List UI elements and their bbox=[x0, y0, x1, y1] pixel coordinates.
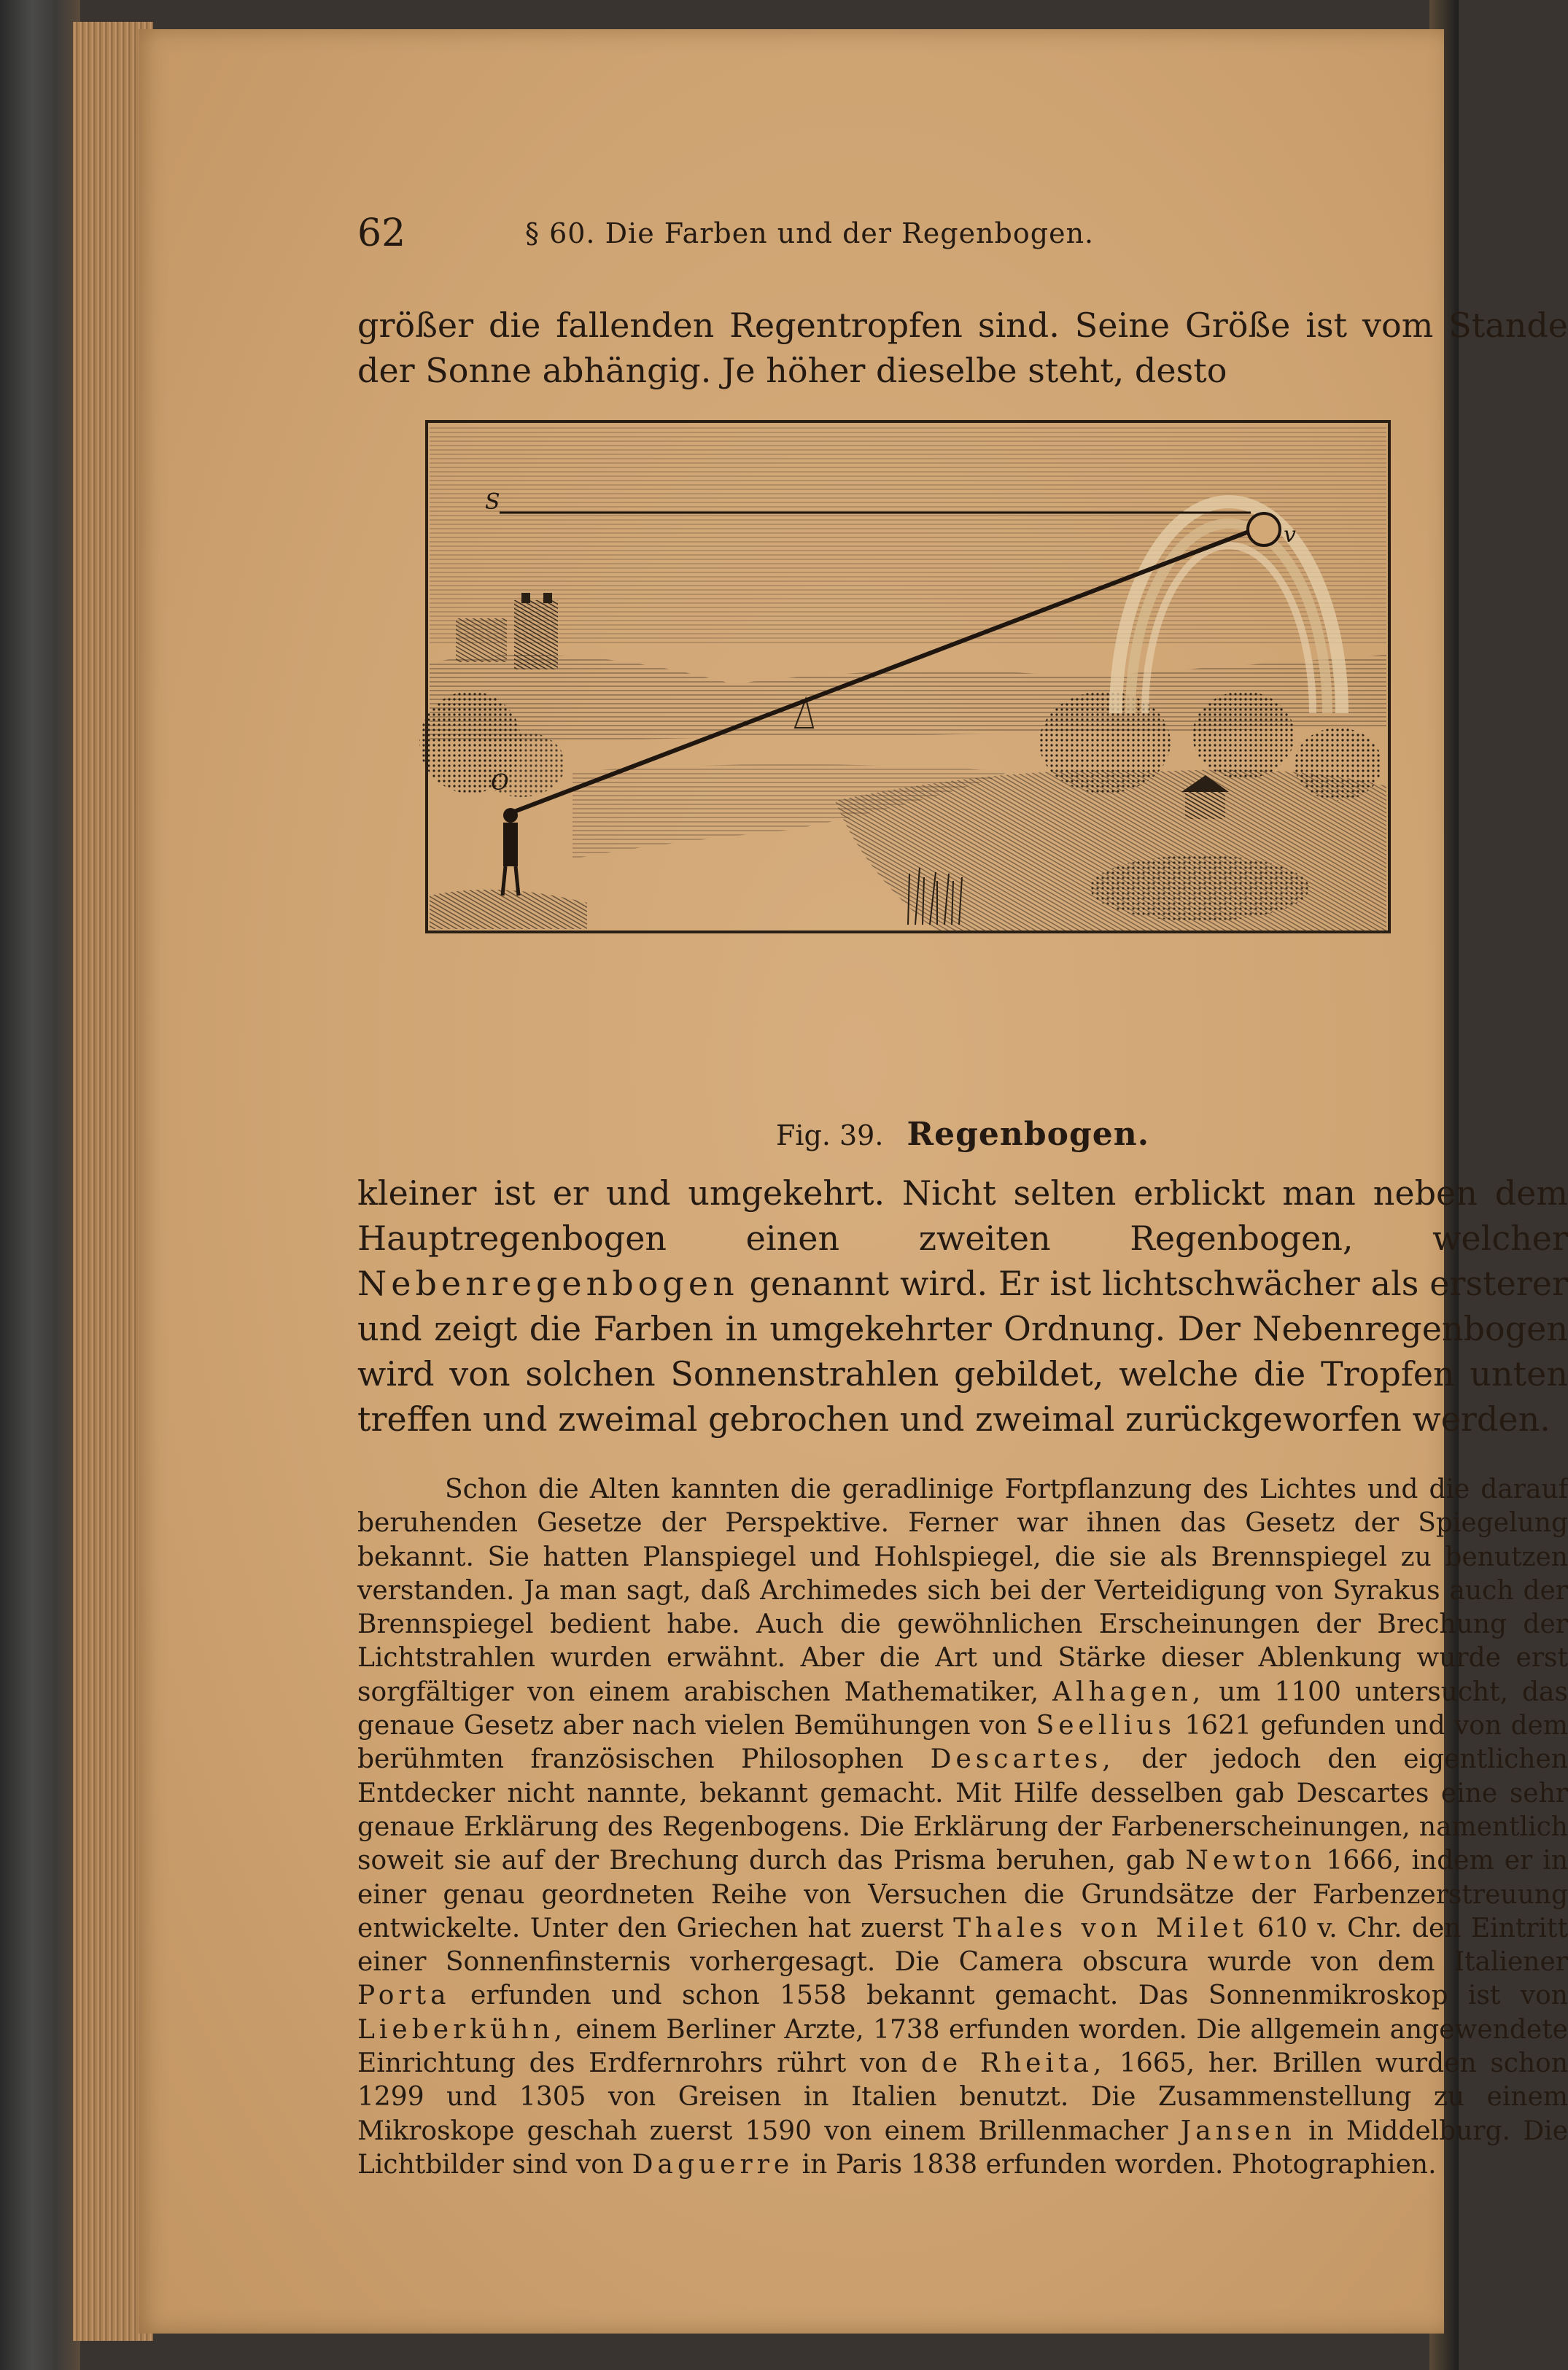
name-jansen: Jansen bbox=[1180, 2115, 1296, 2146]
name-alhagen: Alhagen, bbox=[1052, 1677, 1206, 1707]
history-s5: 1666, indem er in einer genau geordneten Reihe von Versuchen die Grundsätze der Farbenzerstreuung entwickelte. Unter den Griechen hat zuerst bbox=[357, 1846, 1568, 1943]
name-newton: Newton bbox=[1185, 1846, 1316, 1876]
label-v: v bbox=[1284, 522, 1296, 548]
caption-number: Fig. 39. bbox=[775, 1119, 884, 1151]
history-s2: um 1100 untersucht, das genaue Gesetz aber nach vielen Bemühungen von bbox=[357, 1677, 1568, 1741]
rainbow-figure bbox=[357, 421, 1568, 1122]
history-paragraph bbox=[357, 1473, 1568, 2182]
right-shore bbox=[835, 770, 1386, 933]
main-text-part1: kleiner ist er und umgekehrt. Nicht selten erblickt man neben dem Hauptregenbogen einen zweiten Regenbogen, welcher bbox=[357, 1173, 1568, 1258]
history-text bbox=[357, 1473, 1568, 2182]
name-thales: Thales von Milet bbox=[953, 1913, 1248, 1943]
main-paragraph bbox=[357, 1170, 1568, 1442]
history-s10: in Middelburg. Die Lichtbilder sind von bbox=[357, 2115, 1568, 2180]
name-daguerre: Daguerre bbox=[632, 2149, 794, 2180]
observer bbox=[502, 808, 519, 895]
history-s11: in Paris 1838 erfunden worden. Photographien. bbox=[802, 2149, 1437, 2180]
main-text-part2: genannt wird. Er ist lichtschwächer als ersterer und zeigt die Farben in umgekehrter Ordnung. Der Nebenregenbogen wird von solchen Sonnenstrahlen gebildet, welche die Tropfen unten treffen und zweimal gebrochen und zweimal zurückgeworfen werden. bbox=[357, 1264, 1568, 1439]
history-s8: einem Berliner Arzte, 1738 erfunden worden. Die allgemein angewendete Einrichtung des Erdfernrohrs rührt von bbox=[357, 2014, 1568, 2079]
name-rheita: de Rheita, bbox=[920, 2048, 1106, 2079]
running-head: § 60. Die Farben und der Regenbogen. bbox=[525, 217, 1095, 249]
figure-caption bbox=[357, 1116, 1568, 1153]
term-nebenregenbogen: Nebenregenbogen bbox=[357, 1264, 739, 1303]
caption-title: Regenbogen. bbox=[907, 1116, 1150, 1153]
raindrop bbox=[1248, 513, 1280, 545]
foreground bbox=[430, 890, 587, 929]
page-content bbox=[357, 190, 1568, 2326]
name-porta: Porta bbox=[357, 1981, 451, 2011]
page-header bbox=[357, 211, 1568, 263]
history-s3: 1621 gefunden und von dem berühmten französischen Philosophen bbox=[357, 1711, 1568, 1775]
history-s7: erfunden und schon 1558 bekannt gemacht. Das Sonnenmikroskop ist von bbox=[470, 1981, 1568, 2011]
rainbow-engraving bbox=[427, 421, 1389, 932]
name-lieberkuehn: Lieberkühn, bbox=[357, 2014, 567, 2045]
book-page bbox=[139, 29, 1568, 2334]
intro-paragraph: größer die fallenden Regentropfen sind. Seine Größe ist vom Stande der Sonne abhängig. Je höher dieselbe steht, desto bbox=[357, 306, 1568, 390]
page-number: 62 bbox=[357, 211, 406, 255]
right-trees bbox=[1039, 691, 1171, 793]
book-spine bbox=[0, 0, 80, 2370]
name-seellius: Seellius bbox=[1036, 1711, 1176, 1741]
history-s1: Schon die Alten kannten die geradlinige Fortpflanzung des Lichtes und die darauf beruhenden Gesetze der Perspektive. Ferner war ihnen das Gesetz der Spiegelung bekannt. Sie hatten Planspiegel und Hohlspiegel, die sie als Brennspiegel zu benutzen verstanden. Ja man sagt, daß Archimedes sich bei der Verteidigung von Syrakus auch der Brennspiegel bedient habe. Auch die gewöhnlichen Erscheinungen der Brechung der Lichtstrahlen wurden erwähnt. Aber die Art und Stärke dieser Ablenkung wurde erst sorgfältiger von einem arabischen Mathematiker, bbox=[357, 1475, 1568, 1707]
name-descartes: Descartes, bbox=[930, 1744, 1115, 1775]
history-s6: 610 v. Chr. den Eintritt einer Sonnenfinsternis vorhergesagt. Die Camera obscura wurde von dem Italiener bbox=[357, 1913, 1568, 1978]
history-s4: der jedoch den eigentlichen Entdecker nicht nannte, bekannt gemacht. Mit Hilfe desselben gab Descartes eine sehr genaue Erklärung des Regenbogens. Die Erklärung der Farbenerscheinungen, namentlich soweit sie auf der Brechung durch das Prisma beruhen, gab bbox=[357, 1744, 1568, 1876]
label-o: O bbox=[491, 770, 509, 796]
history-s9: 1665, her. Brillen wurden schon 1299 und 1305 von Greisen in Italien benutzt. Die Zusammenstellung zu einem Mikroskope geschah zuerst 1590 von einem Brillenmacher bbox=[357, 2048, 1568, 2146]
label-s: S bbox=[485, 489, 500, 515]
